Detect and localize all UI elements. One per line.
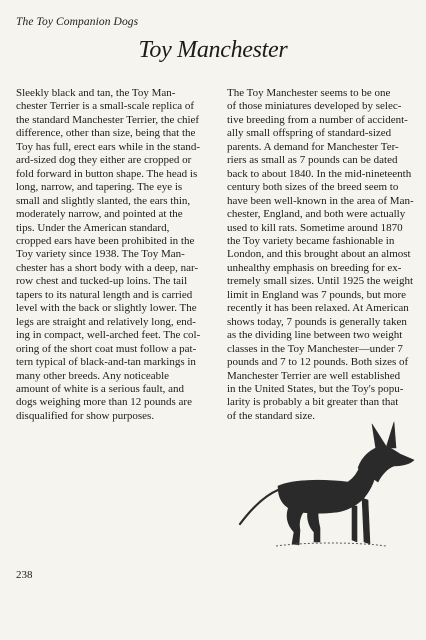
right-column-text: The Toy Manchester seems to be one of those miniatures developed by selec- tive breeding from a number of accident- ally small offspring of standard-sized parents. A demand for Manchester Ter- riers as small as 7 pounds can be dated back to about 1840. In the mid-nineteenth century both sizes of the breed seem to have been well-known in the area of Man- chester, England, and both were actually used to kill rats. Sometime around 1870 the Toy variety became fashionable in London, and this brought about an almost unhealthy emphasis on breeding for ex- tremely small sizes. Until 1925 the weight limit in England was 7 pounds, but more recently it has been relaxed. At American shows today, 7 pounds is generally taken as the dividing line between two weight classes in the Toy Manchester—under 7 pounds and 7 to 12 pounds. Both sizes of Manchester Terrier are well established in the United States, but the Toy's popu- larity is probably a bit greater than that of the standard size. <box>227 87 414 422</box>
dog-front-leg-far <box>352 506 357 542</box>
page-number: 238 <box>16 569 33 581</box>
dog-illustration <box>226 420 426 590</box>
dog-ear-right <box>386 422 396 448</box>
dog-tail <box>240 490 278 524</box>
dog-hind-leg-far <box>307 510 320 542</box>
dog-hind-leg <box>287 504 306 545</box>
running-head: The Toy Companion Dogs <box>16 16 139 28</box>
dog-ear-left <box>372 424 386 450</box>
left-column-text: Sleekly black and tan, the Toy Man- chester Terrier is a small-scale replica of the standard Manchester Terrier, the chief difference, other than size, being that the Toy has full, erect ears while in the stand- ard-sized dog they either are cropped or fold forward in button shape. The head is long, narrow, and tapering. The eye is small and slightly slanted, the ears thin, moderately narrow, and pointed at the tips. Under the American standard, cropped ears have been prohibited in the Toy variety since 1938. The Toy Man- chester has a short body with a deep, nar- row chest and tucked-up loins. The tail tapers to its natural length and is carried level with the back or slightly lower. The legs are straight and relatively long, end- ing in compact, well-arched feet. The col- oring of the short coat must follow a pat- tern typical of black-and-tan markings in many other breeds. Any noticeable amount of white is a serious fault, and dogs weighing more than 12 pounds are disqualified for show purposes. <box>16 87 201 422</box>
chapter-title: Toy Manchester <box>138 37 288 63</box>
dog-front-leg <box>362 498 370 544</box>
